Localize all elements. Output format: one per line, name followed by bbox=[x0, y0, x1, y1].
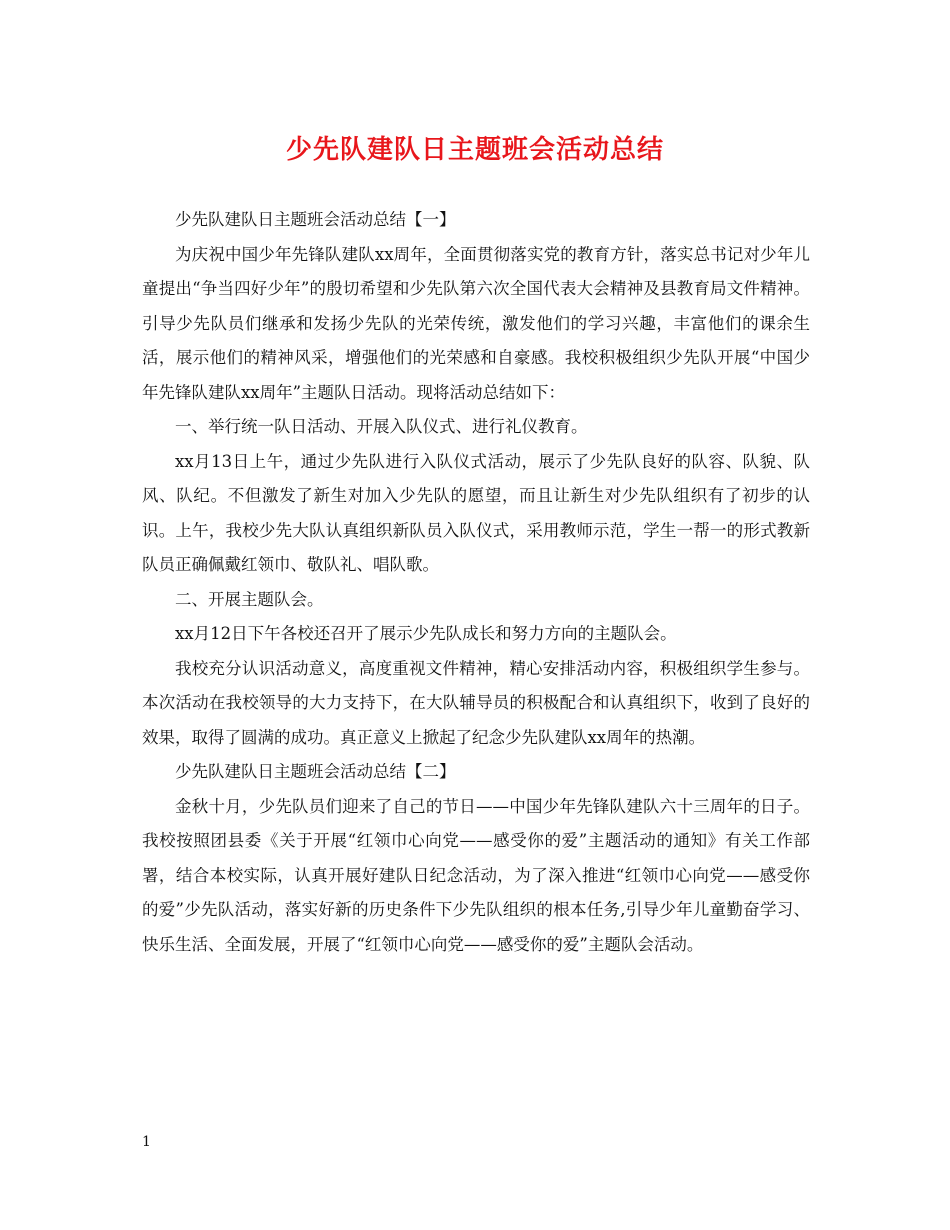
subheading-two: 二、开展主题队会。 bbox=[175, 589, 324, 609]
paragraph: xx月13日上午，通过少先队进行入队仪式活动，展示了少先队良好的队容、队貌、队风、队纪。不但激发了新生对加入少先队的愿望，而且让新生对少先队组织有了初步的认识。上午，我校少先大队认真组织新队员入队仪式，采用教师示范，学生一帮一的形式教新队员正确佩戴红领巾、敬队礼、唱队歌。 bbox=[142, 451, 810, 574]
paragraph: 为庆祝中国少年先锋队建队xx周年，全面贯彻落实党的教育方针，落实总书记对少年儿童提出“争当四好少年”的殷切希望和少先队第六次全国代表大会精神及县教育局文件精神。引导少先队员们继承和发扬少先队的光荣传统，激发他们的学习兴趣，丰富他们的课余生活，展示他们的精神风采，增强他们的光荣感和自豪感。我校积极组织少先队开展“中国少年先锋队建队xx周年”主题队日活动。现将活动总结如下： bbox=[142, 244, 810, 402]
document-body bbox=[142, 203, 810, 962]
document-title: 少先队建队日主题班会活动总结 bbox=[285, 135, 664, 165]
paragraph: 金秋十月，少先队员们迎来了自己的节日——中国少年先锋队建队六十三周年的日子。我校按照团县委《关于开展“红领巾心向党——感受你的爱”主题活动的通知》有关工作部署，结合本校实际，认真开展好建队日纪念活动，为了深入推进“红领巾心向党——感受你的爱”少先队活动，落实好新的历史条件下少先队组织的根本任务,引导少年儿童勤奋学习、快乐生活、全面发展，开展了“红领巾心向党——感受你的爱”主题队会活动。 bbox=[142, 796, 810, 954]
subheading-one: 一、举行统一队日活动、开展入队仪式、进行礼仪教育。 bbox=[175, 417, 588, 436]
paragraph: xx月12日下午各校还召开了展示少先队成长和努力方向的主题队会。 bbox=[175, 624, 677, 643]
page-number: 1 bbox=[142, 1134, 151, 1150]
section-heading-two: 少先队建队日主题班会活动总结【二】 bbox=[175, 762, 456, 781]
section-heading-one: 少先队建队日主题班会活动总结【一】 bbox=[175, 210, 456, 229]
paragraph: 我校充分认识活动意义，高度重视文件精神，精心安排活动内容，积极组织学生参与。本次活动在我校领导的大力支持下，在大队辅导员的积极配合和认真组织下，收到了良好的效果，取得了圆满的成功。真正意义上掀起了纪念少先队建队xx周年的热潮。 bbox=[142, 658, 810, 747]
